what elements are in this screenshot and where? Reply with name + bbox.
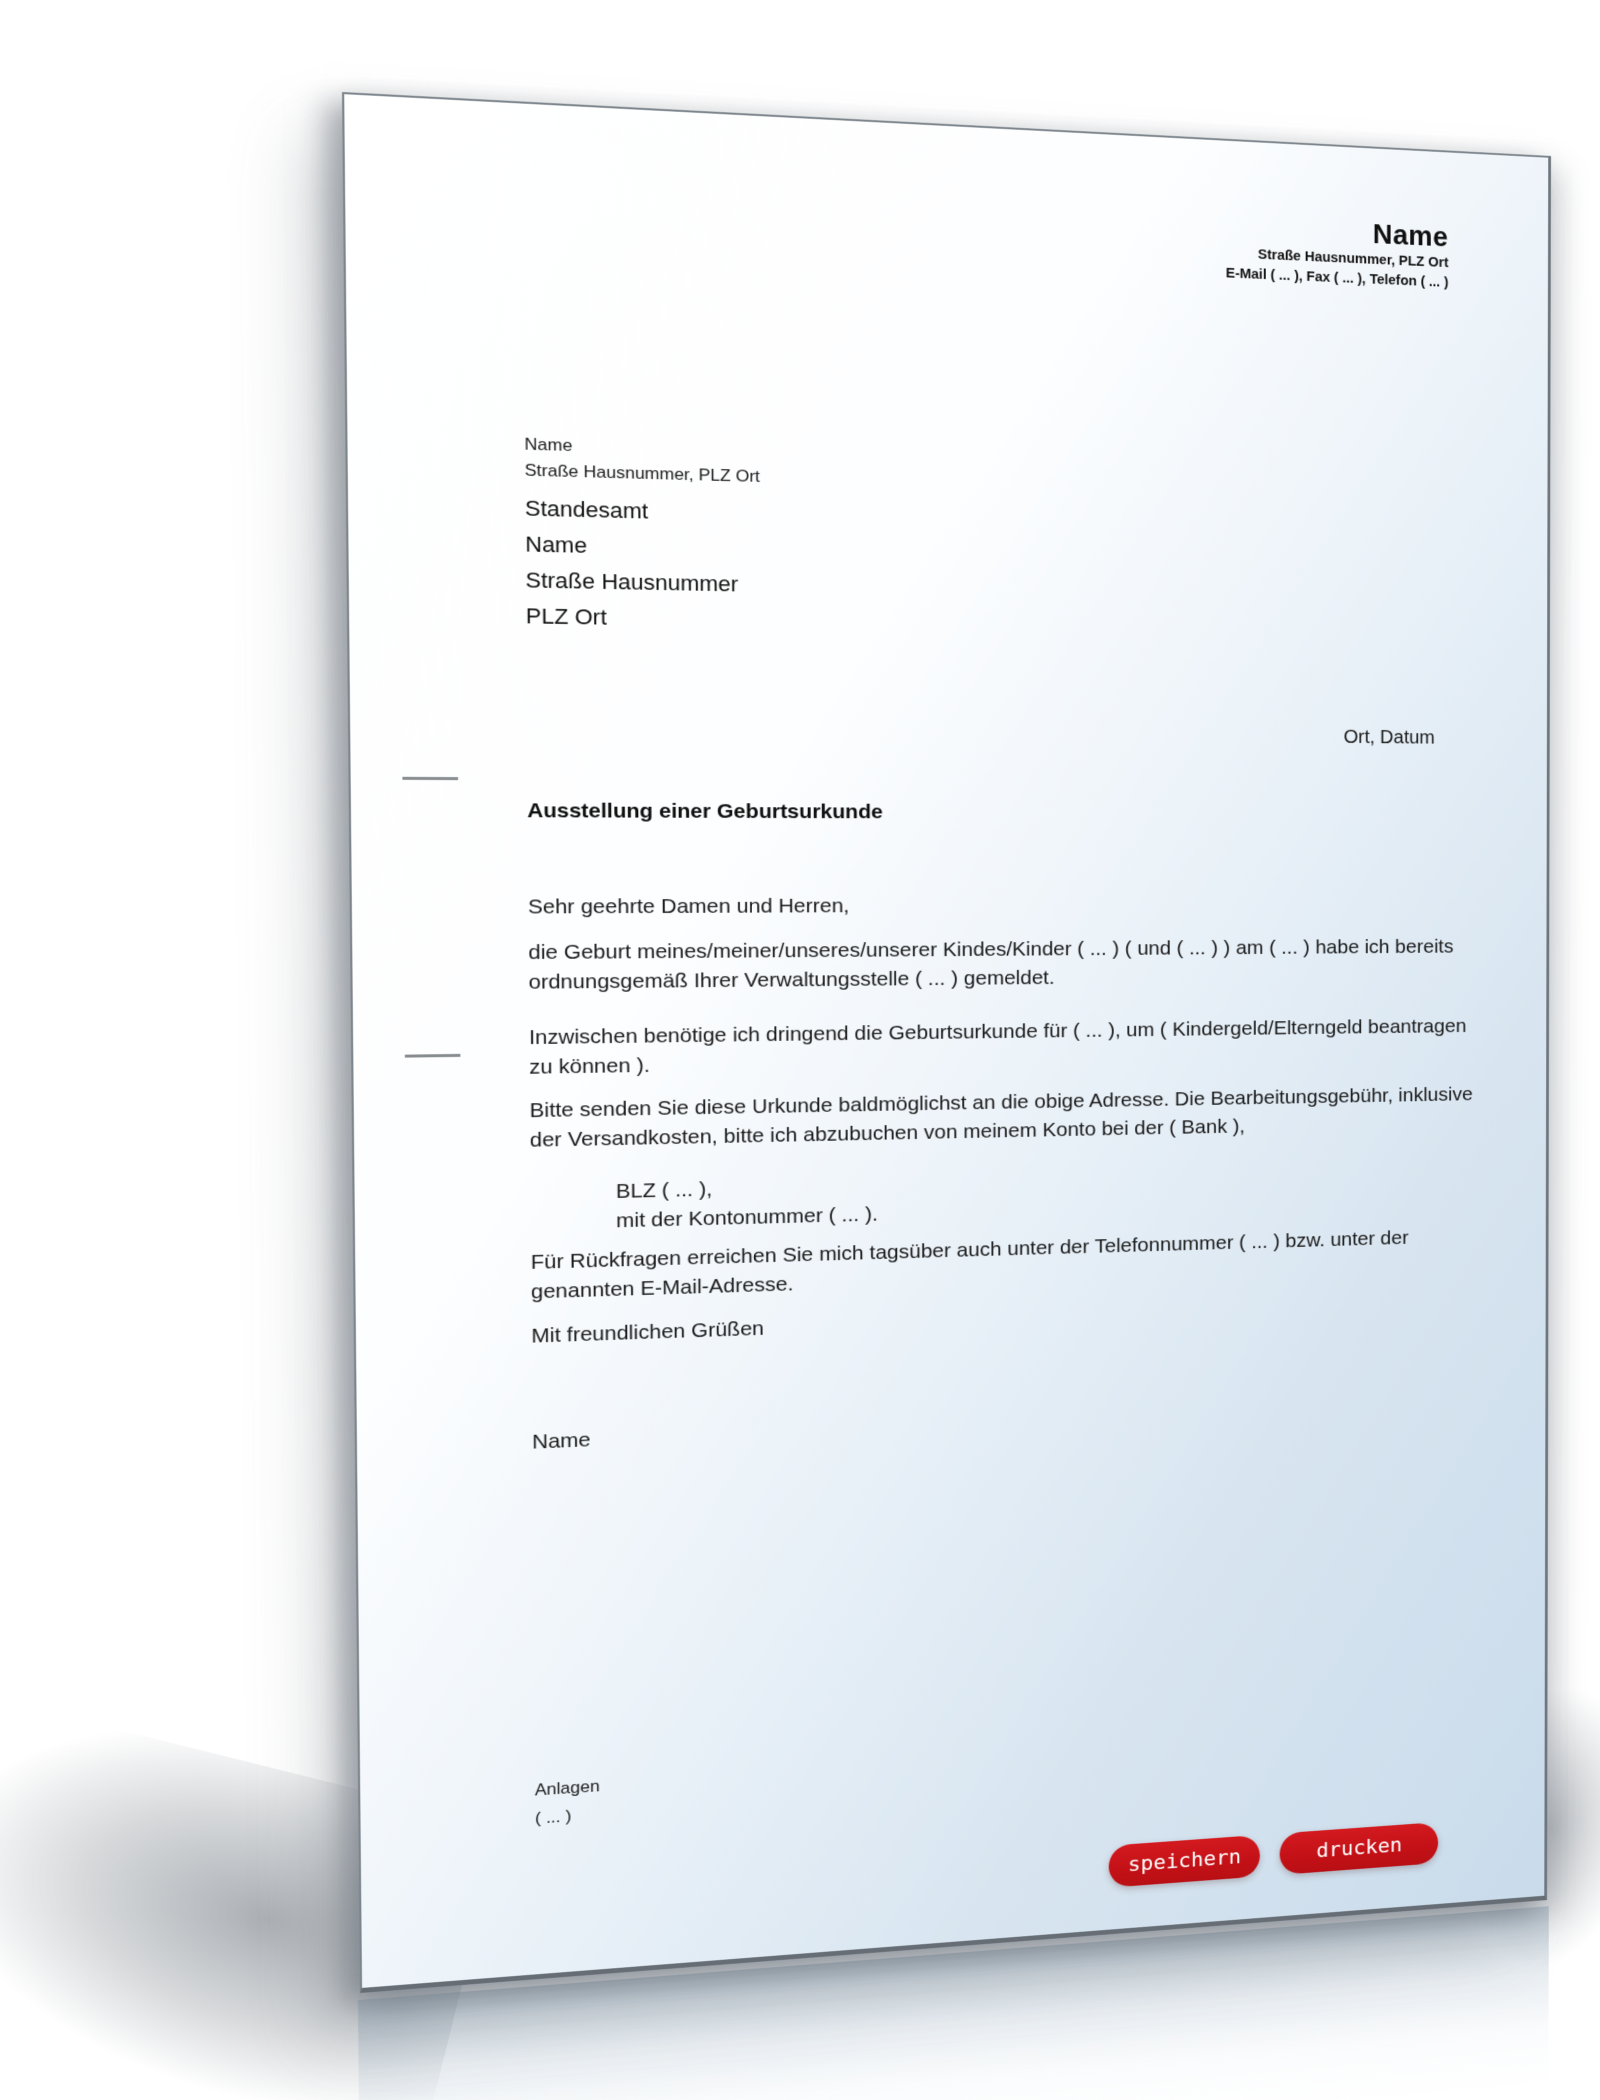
paragraph-line: Bitte senden Sie diese Urkunde baldmöglichst an die obige Adresse. Die Bearbeitungsgebühr, inklusive [529, 1083, 1473, 1123]
letterhead-address: Straße Hausnummer, PLZ Ort [1257, 247, 1449, 271]
letterhead [1226, 211, 1449, 293]
paragraph-line: genannten E-Mail-Adresse. [530, 1272, 794, 1304]
paragraph-line: Für Rückfragen erreichen Sie mich tagsüber auch unter der Telefonnummer ( ... ) bzw. unter der [530, 1227, 1409, 1274]
enclosures [535, 1772, 600, 1833]
recipient-city: PLZ Ort [525, 603, 607, 630]
paragraph-line: zu können ). [529, 1054, 650, 1079]
return-address-street: Straße Hausnummer, PLZ Ort [524, 460, 760, 486]
paragraph-line: Inzwischen benötige ich dringend die Geburtsurkunde für ( ... ), um ( Kindergeld/Elterngeld beantragen [528, 1015, 1467, 1050]
save-button[interactable]: speichern [1109, 1835, 1260, 1888]
letter-page [342, 92, 1551, 1993]
return-address [524, 432, 760, 490]
recipient-name: Name [525, 531, 588, 558]
bank-blz-line: BLZ ( ... ), [615, 1178, 713, 1203]
paragraph-line: die Geburt meines/meiner/unseres/unserer Kindes/Kinder ( ... ) ( und ( ... ) ) am ( ... ) habe ich bereits [528, 935, 1454, 964]
subject-line: Ausstellung einer Geburtsurkunde [527, 799, 883, 824]
letterhead-name: Name [1372, 219, 1449, 254]
closing-formula: Mit freundlichen Grüßen [531, 1317, 765, 1348]
paragraph-payment [529, 1081, 1472, 1156]
bank-details [616, 1171, 878, 1236]
letter-sheet [342, 92, 1551, 1993]
paragraph-line: der Versandkosten, bitte ich abzubuchen von meinem Konto bei der ( Bank ), [529, 1115, 1245, 1152]
return-address-name: Name [524, 434, 573, 455]
print-button[interactable]: drucken [1280, 1822, 1439, 1875]
recipient-office: Standesamt [524, 495, 649, 524]
letterhead-contact: E-Mail ( ... ), Fax ( ... ), Telefon ( ... ) [1225, 265, 1449, 291]
enclosures-label: Anlagen [534, 1776, 600, 1800]
signature-name: Name [532, 1428, 591, 1454]
bank-account-line: mit der Kontonummer ( ... ). [616, 1203, 878, 1233]
recipient-street: Straße Hausnummer [525, 567, 739, 597]
recipient-address [525, 491, 739, 638]
fold-mark-top [402, 777, 458, 780]
salutation: Sehr geehrte Damen und Herren, [527, 894, 850, 919]
enclosures-value: ( ... ) [534, 1806, 572, 1828]
paragraph-contact [531, 1224, 1409, 1307]
paragraph-line: ordnungsgemäß Ihrer Verwaltungsstelle ( ... ) gemeldet. [528, 966, 1055, 994]
paragraph-certificate-need [529, 1013, 1466, 1083]
date-line: Ort, Datum [1343, 726, 1435, 749]
paragraph-birth-report [528, 933, 1453, 998]
fold-mark-bottom [405, 1054, 461, 1058]
